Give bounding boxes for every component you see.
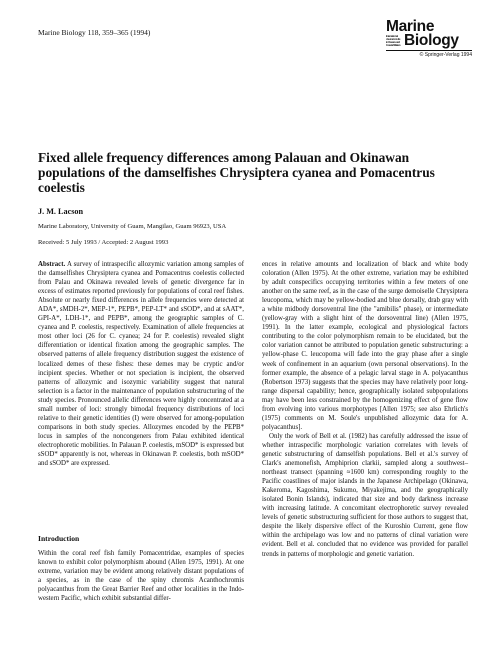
right-col-paragraph-2: Only the work of Bell et al. (1982) has carefully addressed the issue of whether intraspecific morphologic variation correlates with levels of genetic substructuring of damselfish populations. Bell et al.'s survey of Clark's anemonefish, Amphiprion clarkii, sampled along a southwest–northeast transect (spanning ≈1600 km) corresponding roughly to the Pacific coastlines of major islands in the Japanese Archipelago (Okinawa, Kakeroma, Kagoshima, Sukumo, Miyakejima, and the geographically isolated Bonin Islands), indicated that size and body darkness increase with increasing latitude. A concomitant electrophoretic survey revealed levels of genetic substructuring sufficient for those authors to suggest that, despite the likely dispersive effect of the Kuroshio Current, gene flow within the archipelago was low and no patterns of clinal variation were evident. Bell et al. concluded that no evidence was provided for parallel trends in patterns of morphologic and genetic variation. (262, 432, 468, 558)
right-col-paragraph-1: ences in relative amounts and localization of black and white body coloration (Allen 1975). At the other extreme, variation may be exhibited by adult conspecifics occupying territories within a few meters of one another on the same reef, as in the case of the surge demoiselle Chrysiptera leucopoma, which may be yellow-bodied and blue dorsally, drab gray with a white midbody dorsoventral line (the "amibilis" phase), or intermediate (yellow-gray with a slight hint of the dorsoventral line) (Allen 1975, 1991). In the latter example, ecological and physiological factors contributing to the color polymorphism remain to be elucidated, but the color variation cannot be attributed to population genetic substructuring: a yellow-phase C. leucopoma will fade into the gray phase after a single week of confinement in an aquarium (own personal observations). In the former example, the absence of a pelagic larval stage in A. polyacanthus (Robertson 1973) suggests that the species may have relatively poor long-range dispersal capability; hence, geographically isolated subpopulations may have been less constrained by the homogenizing effect of gene flow from evolving into various morphotypes [Allen 1975; see also Ehrlich's (1975) comments on M. Soule's unpublished allozymic data for A. polyacanthus]. (262, 261, 468, 431)
right-column (262, 260, 468, 559)
logo-tagline: International Journal on Life in Oceans and Coastal Waters (386, 35, 401, 47)
logo-rule (386, 50, 472, 51)
author-name: J. M. Lacson (38, 207, 84, 216)
introduction-text (38, 549, 244, 603)
intro-paragraph: Within the coral reef fish family Pomacentridae, examples of species known to exhibit color polymorphism abound (Allen 1975, 1991). At one extreme, variation may be evident among relatively distant populations of a species, as in the case of the spiny chromis Acanthochromis polyacanthus from the Great Barrier Reef and other localities in the Indo-western Pacific, which exhibit substantial differ- (38, 550, 244, 603)
abstract (38, 260, 244, 468)
section-heading-introduction: Introduction (38, 534, 80, 543)
author-affiliation: Marine Laboratory, University of Guam, Mangilao, Guam 96923, USA (38, 223, 227, 230)
journal-logo (386, 20, 472, 58)
received-dates: Received: 5 July 1993 / Accepted: 2 August 1993 (38, 239, 169, 246)
publisher-line: © Springer-Verlag 1994 (419, 52, 472, 58)
abstract-label: Abstract. (38, 261, 66, 268)
logo-word-biology: Biology (404, 32, 459, 49)
logo-word-marine: Marine (386, 18, 435, 35)
abstract-text: A survey of intraspecific allozymic variation among samples of the damselfishes Chrysiptera cyanea and Pomacentrus coelestis collected from Palau and Okinawa revealed levels of genetic divergence far in excess of estimates reported previously for populations of coral reef fishes. Absolute or nearly fixed differences in allele frequencies were detected at ADA*, sMDH-2*, MEP-1*, PEPB*, PEP-LT* and sSOD*, and at sAAT*, GPI-A*, LDH-1*, and PEPB*, among the geographic samples of C. cyanea and P. coelestis, respectively. Examination of allele frequencies at most other loci (26 for C. cyanea; 24 for P. coelestis) revealed slight differentiation or identical fixation among the geographic samples. The observed patterns of allele frequency distribution suggest the existence of localized demes of these fishes: these demes may be cryptic and/or incipient species. Whether or not speciation is incipient, the observed patterns of allozymic and isozymic variability suggest that natural selection is a factor in the maintenance of population substructuring of the study species. Pronounced allelic differences were highly concentrated at a small number of loci: strongly bimodal frequency distributions of loci relative to their genetic identities (I) were observed for among-population comparisons in both study species. Allozymes encoded by the PEPB* locus in samples of the noncongeners from Palau exhibited identical electrophoretic mobilities. In Palauan P. coelestis, mSOD* is expressed but sSOD* apparently is not, whereas in Okinawan P. coelestis, both mSOD* and sSOD* are expressed. (38, 261, 244, 468)
journal-citation: Marine Biology 118, 359–365 (1994) (38, 28, 151, 37)
article-title: Fixed allele frequency differences among Palauan and Okinawan populations of the damselfishes Chrysiptera cyanea and Pomacentrus coelestis (38, 150, 435, 195)
